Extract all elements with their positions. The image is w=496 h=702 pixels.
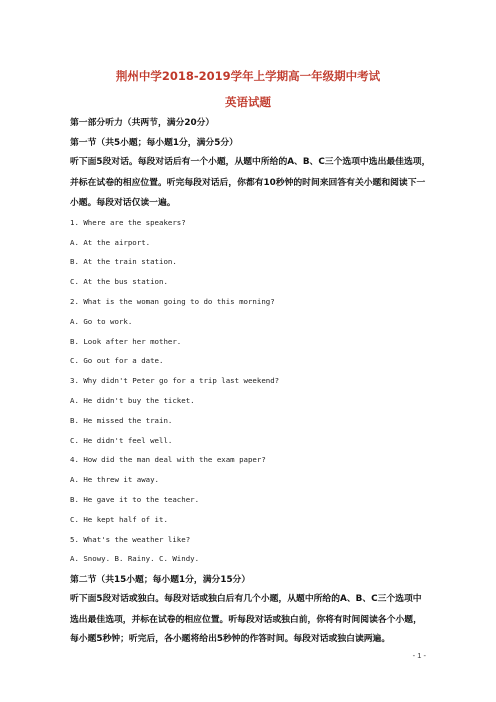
document-title: 荆州中学2018-2019学年上学期高一年级期中考试 xyxy=(115,69,381,83)
question-line: A. Go to work. xyxy=(70,317,133,326)
question-line: 5. What's the weather like? xyxy=(70,535,191,544)
instruction-line: 听下面5段对话。每段对话后有一个小题，从题中所给的A、B、C三个选项中选出最佳选项， xyxy=(70,157,431,167)
page-number: - 1 - xyxy=(412,651,426,660)
question-line: B. At the train station. xyxy=(70,257,177,266)
instruction-line: 第二节（共15小题；每小题1分，满分15分） xyxy=(70,575,251,585)
instruction-line: 第一部分听力（共两节，满分20分） xyxy=(70,118,215,128)
question-line: C. Go out for a date. xyxy=(70,356,164,365)
instruction-line: 小题。每段对话仅读一遍。 xyxy=(70,198,176,208)
question-line: C. He didn't feel well. xyxy=(70,436,173,445)
question-line: 3. Why didn't Peter go for a trip last weekend? xyxy=(70,376,280,385)
question-line: A. He threw it away. xyxy=(70,475,159,484)
question-line: B. Look after her mother. xyxy=(70,337,182,346)
instruction-line: 听下面5段对话或独白。每段对话或独白后有几个小题，从题中所给的A、B、C三个选项中 xyxy=(70,594,422,604)
question-line: B. He gave it to the teacher. xyxy=(70,495,200,504)
instruction-line: 并标在试卷的相应位置。听完每段对话后，你都有10秒钟的时间来回答有关小题和阅读下一 xyxy=(70,178,426,188)
question-line: A. Snowy. B. Rainy. C. Windy. xyxy=(70,554,200,563)
question-line: 1. Where are the speakers? xyxy=(70,218,186,227)
instruction-line: 选出最佳选项，并标在试卷的相应位置。听每段对话或独白前，你将有时间阅读各个小题， xyxy=(70,615,422,625)
document-subtitle: 英语试题 xyxy=(225,95,271,109)
question-line: A. At the airport. xyxy=(70,238,151,247)
question-line: B. He missed the train. xyxy=(70,416,173,425)
question-line: 4. How did the man deal with the exam paper? xyxy=(70,455,266,464)
question-line: C. He kept half of it. xyxy=(70,515,168,524)
question-line: 2. What is the woman going to do this morning? xyxy=(70,297,275,306)
instruction-line: 第一节（共5小题；每小题1分，满分5分） xyxy=(70,138,238,148)
instruction-line: 每小题5秒钟；听完后，各小题将给出5秒钟的作答时间。每段对话或独白读两遍。 xyxy=(70,634,391,644)
question-line: A. He didn't buy the ticket. xyxy=(70,396,195,405)
question-line: C. At the bus station. xyxy=(70,277,168,286)
